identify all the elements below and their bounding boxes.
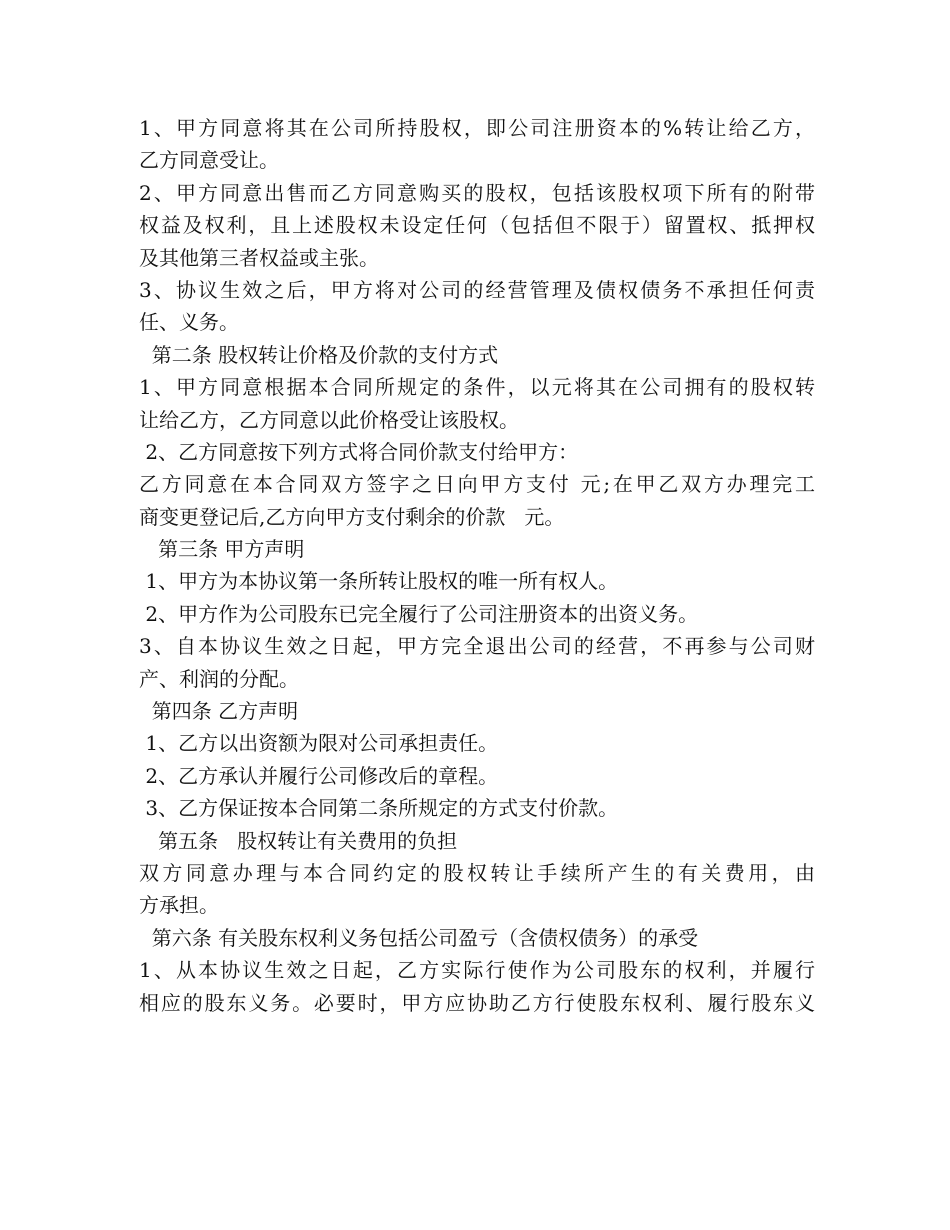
document-line: 1、乙方以出资额为限对公司承担责任。 (139, 731, 499, 756)
document-line: 1、甲方同意根据本合同所规定的条件，以元将其在公司拥有的股权转 (139, 375, 815, 400)
document-line: 乙方同意在本合同双方签字之日向甲方支付 元;在甲乙双方办理完工 (139, 472, 815, 497)
document-line: 相应的股东义务。必要时，甲方应协助乙方行使股东权利、履行股东义 (139, 990, 815, 1015)
document-line: 1、甲方同意将其在公司所持股权，即公司注册资本的%转让给乙方， (139, 116, 815, 140)
document-line: 3、自本协议生效之日起，甲方完全退出公司的经营，不再参与公司财 (139, 634, 815, 659)
document-line: 乙方同意受让。 (139, 148, 279, 173)
document-body (139, 112, 815, 1019)
document-line: 任、义务。 (139, 310, 239, 335)
document-line: 1、从本协议生效之日起，乙方实际行使作为公司股东的权利，并履行 (139, 958, 815, 983)
document-line: 双方同意办理与本合同约定的股权转让手续所产生的有关费用，由 (139, 860, 815, 885)
document-line: 产、利润的分配。 (139, 666, 299, 691)
document-line: 3、乙方保证按本合同第二条所规定的方式支付价款。 (139, 796, 619, 821)
document-line: 2、乙方承认并履行公司修改后的章程。 (139, 763, 499, 788)
document-line: 第六条 有关股东权利义务包括公司盈亏（含债权债务）的承受 (139, 925, 699, 950)
document-line: 3、协议生效之后，甲方将对公司的经营管理及债权债务不承担任何责 (139, 277, 815, 302)
document-line: 让给乙方，乙方同意以此价格受让该股权。 (139, 407, 519, 432)
document-line: 第二条 股权转让价格及价款的支付方式 (139, 342, 499, 367)
document-line: 第五条 股权转让有关费用的负担 (139, 828, 458, 853)
document-line: 2、乙方同意按下列方式将合同价款支付给甲方： (139, 439, 579, 464)
document-line: 商变更登记后,乙方向甲方支付剩余的价款 元。 (139, 504, 565, 529)
document-line: 方承担。 (139, 893, 219, 918)
document-page (139, 112, 815, 1019)
document-line: 及其他第三者权益或主张。 (139, 245, 379, 270)
document-line: 2、甲方作为公司股东已完全履行了公司注册资本的出资义务。 (139, 601, 699, 626)
document-line: 第三条 甲方声明 (139, 537, 305, 562)
document-line: 权益及权利，且上述股权未设定任何（包括但不限于）留置权、抵押权 (139, 213, 815, 238)
document-line: 第四条 乙方声明 (139, 699, 299, 724)
document-line: 1、甲方为本协议第一条所转让股权的唯一所有权人。 (139, 569, 619, 594)
document-line: 2、甲方同意出售而乙方同意购买的股权，包括该股权项下所有的附带 (139, 180, 815, 205)
